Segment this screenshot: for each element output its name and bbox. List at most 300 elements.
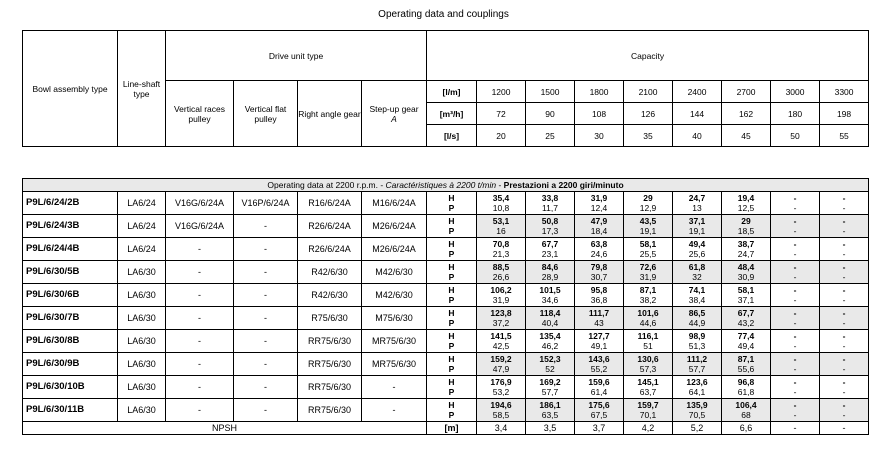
- hp-value-cell: [771, 307, 820, 330]
- power-value: 70,1: [639, 410, 657, 420]
- h-label: H: [448, 216, 455, 226]
- power-value: 61,8: [737, 387, 755, 397]
- power-value: 38,4: [688, 295, 706, 305]
- operating-title-italian: Prestazioni a 2200 giri/minuto: [503, 180, 624, 190]
- h-label: H: [448, 262, 455, 272]
- power-value: 31,9: [639, 272, 657, 282]
- capacity-value: 35: [624, 125, 673, 147]
- head-value: 141,5: [490, 331, 512, 341]
- right-angle-gear: R16/6/24A: [298, 192, 362, 215]
- npsh-value: -: [771, 422, 820, 435]
- bowl-assembly-type-header: Bowl assembly type: [23, 31, 118, 147]
- power-value: 24,6: [590, 249, 608, 259]
- hp-value-cell: [820, 284, 869, 307]
- head-value: 67,7: [541, 239, 559, 249]
- hp-value-cell: [771, 330, 820, 353]
- h-label: H: [448, 239, 455, 249]
- h-label: H: [448, 354, 455, 364]
- hp-value-cell: [820, 399, 869, 422]
- head-value: -: [842, 262, 846, 272]
- capacity-value: 2400: [673, 81, 722, 103]
- power-value: 43: [594, 318, 604, 328]
- head-value: 101,5: [539, 285, 561, 295]
- coupling-header-table: [22, 30, 869, 147]
- step-up-gear: M26/6/24A: [362, 215, 427, 238]
- power-value: 30,7: [590, 272, 608, 282]
- hp-value-cell: [722, 261, 771, 284]
- hp-labels: [427, 238, 477, 261]
- head-value: 159,7: [637, 400, 659, 410]
- hp-value-cell: [526, 307, 575, 330]
- step-up-gear: -: [362, 399, 427, 422]
- hp-value-cell: [771, 399, 820, 422]
- power-value: -: [842, 226, 846, 236]
- power-value: 10,8: [492, 203, 510, 213]
- hp-value-cell: [575, 284, 624, 307]
- power-value: 12,5: [737, 203, 755, 213]
- head-value: 169,2: [539, 377, 561, 387]
- hp-value-cell: [526, 238, 575, 261]
- bowl-assembly-type: P9L/6/24/2B: [23, 192, 118, 215]
- unit-m3h: [m³/h]: [427, 103, 477, 125]
- head-value: 130,6: [637, 354, 659, 364]
- head-value: 87,1: [639, 285, 657, 295]
- head-value: -: [793, 262, 797, 272]
- hp-value-cell: [575, 353, 624, 376]
- hp-value-cell: [771, 353, 820, 376]
- hp-value-cell: [575, 330, 624, 353]
- hp-value-cell: [820, 376, 869, 399]
- head-value: 49,4: [688, 239, 706, 249]
- vertical-races-pulley: -: [166, 261, 234, 284]
- step-up-gear: M16/6/24A: [362, 192, 427, 215]
- step-up-gear-mark: A: [391, 113, 397, 124]
- hp-labels: [427, 330, 477, 353]
- capacity-value: 25: [526, 125, 575, 147]
- head-value: -: [793, 377, 797, 387]
- hp-value-cell: [673, 192, 722, 215]
- drive-unit-type-header: Drive unit type: [166, 31, 427, 81]
- power-value: 18,4: [590, 226, 608, 236]
- power-value: 19,1: [639, 226, 657, 236]
- head-value: 143,6: [588, 354, 610, 364]
- vertical-flat-pulley: -: [234, 399, 298, 422]
- hp-value-cell: [820, 330, 869, 353]
- p-label: P: [448, 364, 455, 374]
- unit-lm: [l/m]: [427, 81, 477, 103]
- step-up-gear: M42/6/30: [362, 284, 427, 307]
- hp-value-cell: [526, 330, 575, 353]
- capacity-header: Capacity: [427, 31, 869, 81]
- head-value: -: [793, 331, 797, 341]
- hp-value-cell: [673, 330, 722, 353]
- hp-value-cell: [624, 307, 673, 330]
- head-value: 84,6: [541, 262, 559, 272]
- head-value: 106,4: [735, 400, 757, 410]
- right-angle-gear: R26/6/24A: [298, 215, 362, 238]
- npsh-value: 3,5: [526, 422, 575, 435]
- power-value: 32: [692, 272, 702, 282]
- power-value: -: [793, 318, 797, 328]
- npsh-value: 5,2: [673, 422, 722, 435]
- power-value: 55,6: [737, 364, 755, 374]
- power-value: 12,4: [590, 203, 608, 213]
- power-value: -: [793, 295, 797, 305]
- hp-value-cell: [575, 238, 624, 261]
- operating-title-prefix: Operating data at 2200 r.p.m. -: [267, 180, 386, 190]
- hp-value-cell: [526, 192, 575, 215]
- power-value: 46,2: [541, 341, 559, 351]
- power-value: 42,5: [492, 341, 510, 351]
- power-value: 40,4: [541, 318, 559, 328]
- head-value: -: [842, 354, 846, 364]
- vertical-flat-pulley: -: [234, 238, 298, 261]
- hp-value-cell: [673, 307, 722, 330]
- hp-value-cell: [673, 399, 722, 422]
- power-value: 51: [643, 341, 653, 351]
- hp-value-cell: [477, 238, 526, 261]
- capacity-value: 3300: [820, 81, 869, 103]
- head-value: 127,7: [588, 331, 610, 341]
- head-value: -: [793, 216, 797, 226]
- head-value: 74,1: [688, 285, 706, 295]
- head-value: -: [842, 377, 846, 387]
- head-value: -: [793, 400, 797, 410]
- table-row: [23, 376, 869, 399]
- power-value: 13: [692, 203, 702, 213]
- hp-value-cell: [722, 376, 771, 399]
- head-value: 58,1: [639, 239, 657, 249]
- hp-value-cell: [624, 238, 673, 261]
- head-value: 72,6: [639, 262, 657, 272]
- power-value: -: [793, 203, 797, 213]
- power-value: 57,3: [639, 364, 657, 374]
- power-value: 38,2: [639, 295, 657, 305]
- right-angle-gear: R42/6/30: [298, 261, 362, 284]
- head-value: 175,6: [588, 400, 610, 410]
- vertical-flat-pulley: -: [234, 284, 298, 307]
- table-row: [23, 192, 869, 215]
- head-value: 33,8: [541, 193, 559, 203]
- hp-value-cell: [673, 215, 722, 238]
- power-value: -: [793, 341, 797, 351]
- unit-ls: [l/s]: [427, 125, 477, 147]
- hp-labels: [427, 215, 477, 238]
- head-value: -: [842, 193, 846, 203]
- hp-value-cell: [771, 238, 820, 261]
- head-value: -: [842, 308, 846, 318]
- power-value: 25,6: [688, 249, 706, 259]
- power-value: -: [842, 203, 846, 213]
- p-label: P: [448, 341, 455, 351]
- hp-value-cell: [477, 192, 526, 215]
- table-row: [23, 399, 869, 422]
- head-value: -: [842, 285, 846, 295]
- vertical-races-pulley: -: [166, 353, 234, 376]
- head-value: -: [793, 193, 797, 203]
- head-value: 111,7: [588, 308, 610, 318]
- hp-value-cell: [820, 261, 869, 284]
- power-value: 37,1: [737, 295, 755, 305]
- hp-value-cell: [771, 192, 820, 215]
- vertical-races-pulley-header: Vertical races pulley: [166, 81, 234, 147]
- head-value: 63,8: [590, 239, 608, 249]
- head-value: 101,6: [637, 308, 659, 318]
- bowl-assembly-type: P9L/6/30/7B: [23, 307, 118, 330]
- vertical-races-pulley: -: [166, 307, 234, 330]
- hp-value-cell: [820, 353, 869, 376]
- hp-value-cell: [575, 307, 624, 330]
- hp-value-cell: [575, 399, 624, 422]
- head-value: 29: [741, 216, 751, 226]
- head-value: 123,8: [490, 308, 512, 318]
- hp-value-cell: [624, 399, 673, 422]
- hp-value-cell: [771, 261, 820, 284]
- head-value: 50,8: [541, 216, 559, 226]
- hp-labels: [427, 261, 477, 284]
- vertical-flat-pulley: V16P/6/24A: [234, 192, 298, 215]
- step-up-gear: M75/6/30: [362, 307, 427, 330]
- head-value: 37,1: [688, 216, 706, 226]
- hp-value-cell: [624, 330, 673, 353]
- right-angle-gear: R75/6/30: [298, 307, 362, 330]
- hp-value-cell: [722, 192, 771, 215]
- bowl-assembly-type: P9L/6/24/3B: [23, 215, 118, 238]
- bowl-assembly-type: P9L/6/30/6B: [23, 284, 118, 307]
- head-value: 61,8: [688, 262, 706, 272]
- hp-value-cell: [624, 353, 673, 376]
- power-value: 26,6: [492, 272, 510, 282]
- line-shaft-type: LA6/24: [118, 238, 166, 261]
- vertical-races-pulley: -: [166, 284, 234, 307]
- head-value: 24,7: [688, 193, 706, 203]
- operating-data-title: [23, 179, 869, 192]
- head-value: -: [793, 354, 797, 364]
- h-label: H: [448, 285, 455, 295]
- hp-value-cell: [477, 284, 526, 307]
- hp-value-cell: [526, 284, 575, 307]
- head-value: 123,6: [686, 377, 708, 387]
- hp-labels: [427, 376, 477, 399]
- hp-value-cell: [673, 238, 722, 261]
- power-value: 58,5: [492, 410, 510, 420]
- power-value: 67,5: [590, 410, 608, 420]
- power-value: 36,8: [590, 295, 608, 305]
- head-value: 116,1: [637, 331, 659, 341]
- hp-value-cell: [477, 399, 526, 422]
- vertical-races-pulley: -: [166, 330, 234, 353]
- hp-value-cell: [820, 238, 869, 261]
- head-value: 152,3: [539, 354, 561, 364]
- line-shaft-type: LA6/24: [118, 215, 166, 238]
- power-value: 49,1: [590, 341, 608, 351]
- h-label: H: [448, 193, 455, 203]
- bowl-assembly-type: P9L/6/30/5B: [23, 261, 118, 284]
- table-row: [23, 284, 869, 307]
- capacity-value: 2700: [722, 81, 771, 103]
- capacity-value: 3000: [771, 81, 820, 103]
- power-value: -: [842, 295, 846, 305]
- power-value: 64,1: [688, 387, 706, 397]
- hp-value-cell: [624, 192, 673, 215]
- hp-value-cell: [722, 307, 771, 330]
- capacity-value: 50: [771, 125, 820, 147]
- right-angle-gear-header: Right angle gear: [298, 81, 362, 147]
- hp-value-cell: [624, 376, 673, 399]
- hp-value-cell: [575, 261, 624, 284]
- hp-value-cell: [722, 215, 771, 238]
- npsh-value: 6,6: [722, 422, 771, 435]
- head-value: 176,9: [490, 377, 512, 387]
- vertical-races-pulley: -: [166, 399, 234, 422]
- npsh-value: 3,7: [575, 422, 624, 435]
- head-value: 135,9: [686, 400, 708, 410]
- power-value: 11,7: [542, 203, 558, 213]
- head-value: 79,8: [590, 262, 608, 272]
- hp-value-cell: [526, 376, 575, 399]
- capacity-value: 40: [673, 125, 722, 147]
- capacity-value: 198: [820, 103, 869, 125]
- line-shaft-type: LA6/30: [118, 307, 166, 330]
- hp-value-cell: [477, 261, 526, 284]
- line-shaft-type: LA6/24: [118, 192, 166, 215]
- head-value: 95,8: [590, 285, 608, 295]
- head-value: 43,5: [639, 216, 657, 226]
- line-shaft-type: LA6/30: [118, 284, 166, 307]
- head-value: 47,9: [590, 216, 608, 226]
- power-value: -: [793, 364, 797, 374]
- npsh-value: -: [820, 422, 869, 435]
- hp-value-cell: [820, 307, 869, 330]
- power-value: -: [842, 387, 846, 397]
- power-value: -: [842, 341, 846, 351]
- hp-value-cell: [722, 238, 771, 261]
- step-up-gear: M26/6/24A: [362, 238, 427, 261]
- right-angle-gear: R42/6/30: [298, 284, 362, 307]
- hp-value-cell: [575, 215, 624, 238]
- bowl-assembly-type: P9L/6/24/4B: [23, 238, 118, 261]
- head-value: 67,7: [737, 308, 755, 318]
- right-angle-gear: RR75/6/30: [298, 330, 362, 353]
- hp-value-cell: [771, 215, 820, 238]
- power-value: 53,2: [492, 387, 510, 397]
- power-value: -: [793, 387, 797, 397]
- line-shaft-type: LA6/30: [118, 399, 166, 422]
- hp-value-cell: [673, 284, 722, 307]
- power-value: 16: [496, 226, 506, 236]
- power-value: 70,5: [688, 410, 706, 420]
- power-value: -: [793, 410, 797, 420]
- step-up-gear: MR75/6/30: [362, 353, 427, 376]
- power-value: 31,9: [492, 295, 510, 305]
- hp-value-cell: [526, 353, 575, 376]
- head-value: 111,2: [686, 354, 708, 364]
- power-value: -: [842, 318, 846, 328]
- hp-labels: [427, 353, 477, 376]
- hp-value-cell: [477, 353, 526, 376]
- operating-title-french: Caractéristiques à 2200 t/min: [385, 180, 497, 190]
- capacity-value: 20: [477, 125, 526, 147]
- power-value: -: [793, 226, 797, 236]
- power-value: 37,2: [492, 318, 510, 328]
- head-value: 58,1: [737, 285, 755, 295]
- head-value: -: [793, 239, 797, 249]
- vertical-flat-pulley: -: [234, 307, 298, 330]
- hp-value-cell: [722, 353, 771, 376]
- power-value: -: [793, 249, 797, 259]
- head-value: 86,5: [688, 308, 706, 318]
- bowl-assembly-type: P9L/6/30/11B: [23, 399, 118, 422]
- capacity-value: 180: [771, 103, 820, 125]
- head-value: 135,4: [539, 331, 561, 341]
- hp-value-cell: [477, 307, 526, 330]
- head-value: 98,9: [688, 331, 706, 341]
- vertical-flat-pulley: -: [234, 376, 298, 399]
- power-value: 63,7: [639, 387, 657, 397]
- hp-value-cell: [722, 330, 771, 353]
- power-value: 24,7: [737, 249, 755, 259]
- power-value: 57,7: [688, 364, 706, 374]
- power-value: 63,5: [541, 410, 559, 420]
- operating-title-sep: -: [496, 180, 504, 190]
- power-value: -: [842, 272, 846, 282]
- line-shaft-type-header: Line-shaft type: [118, 31, 166, 147]
- head-value: -: [842, 216, 846, 226]
- vertical-races-pulley: V16G/6/24A: [166, 215, 234, 238]
- head-value: -: [793, 308, 797, 318]
- capacity-value: 55: [820, 125, 869, 147]
- npsh-unit: [m]: [427, 422, 477, 435]
- hp-value-cell: [820, 215, 869, 238]
- head-value: 19,4: [737, 193, 755, 203]
- vertical-flat-pulley: -: [234, 330, 298, 353]
- power-value: 61,4: [590, 387, 608, 397]
- bowl-assembly-type: P9L/6/30/10B: [23, 376, 118, 399]
- step-up-gear-header: [362, 81, 427, 147]
- head-value: 38,7: [737, 239, 755, 249]
- head-value: -: [842, 331, 846, 341]
- head-value: 118,4: [539, 308, 561, 318]
- right-angle-gear: RR75/6/30: [298, 353, 362, 376]
- head-value: -: [842, 239, 846, 249]
- hp-value-cell: [526, 261, 575, 284]
- head-value: 87,1: [737, 354, 755, 364]
- line-shaft-type: LA6/30: [118, 330, 166, 353]
- hp-value-cell: [624, 215, 673, 238]
- line-shaft-type: LA6/30: [118, 376, 166, 399]
- power-value: 18,5: [737, 226, 755, 236]
- head-value: 31,9: [590, 193, 608, 203]
- hp-value-cell: [477, 215, 526, 238]
- p-label: P: [448, 226, 455, 236]
- right-angle-gear: RR75/6/30: [298, 399, 362, 422]
- hp-value-cell: [771, 376, 820, 399]
- power-value: 28,9: [541, 272, 559, 282]
- head-value: 29: [643, 193, 653, 203]
- head-value: 145,1: [637, 377, 659, 387]
- step-up-gear: M42/6/30: [362, 261, 427, 284]
- step-up-gear: -: [362, 376, 427, 399]
- power-value: 68: [741, 410, 751, 420]
- vertical-races-pulley: -: [166, 376, 234, 399]
- hp-value-cell: [722, 284, 771, 307]
- capacity-value: 126: [624, 103, 673, 125]
- h-label: H: [448, 400, 455, 410]
- head-value: 106,2: [490, 285, 512, 295]
- head-value: 53,1: [492, 216, 510, 226]
- power-value: 43,2: [737, 318, 755, 328]
- table-row: [23, 261, 869, 284]
